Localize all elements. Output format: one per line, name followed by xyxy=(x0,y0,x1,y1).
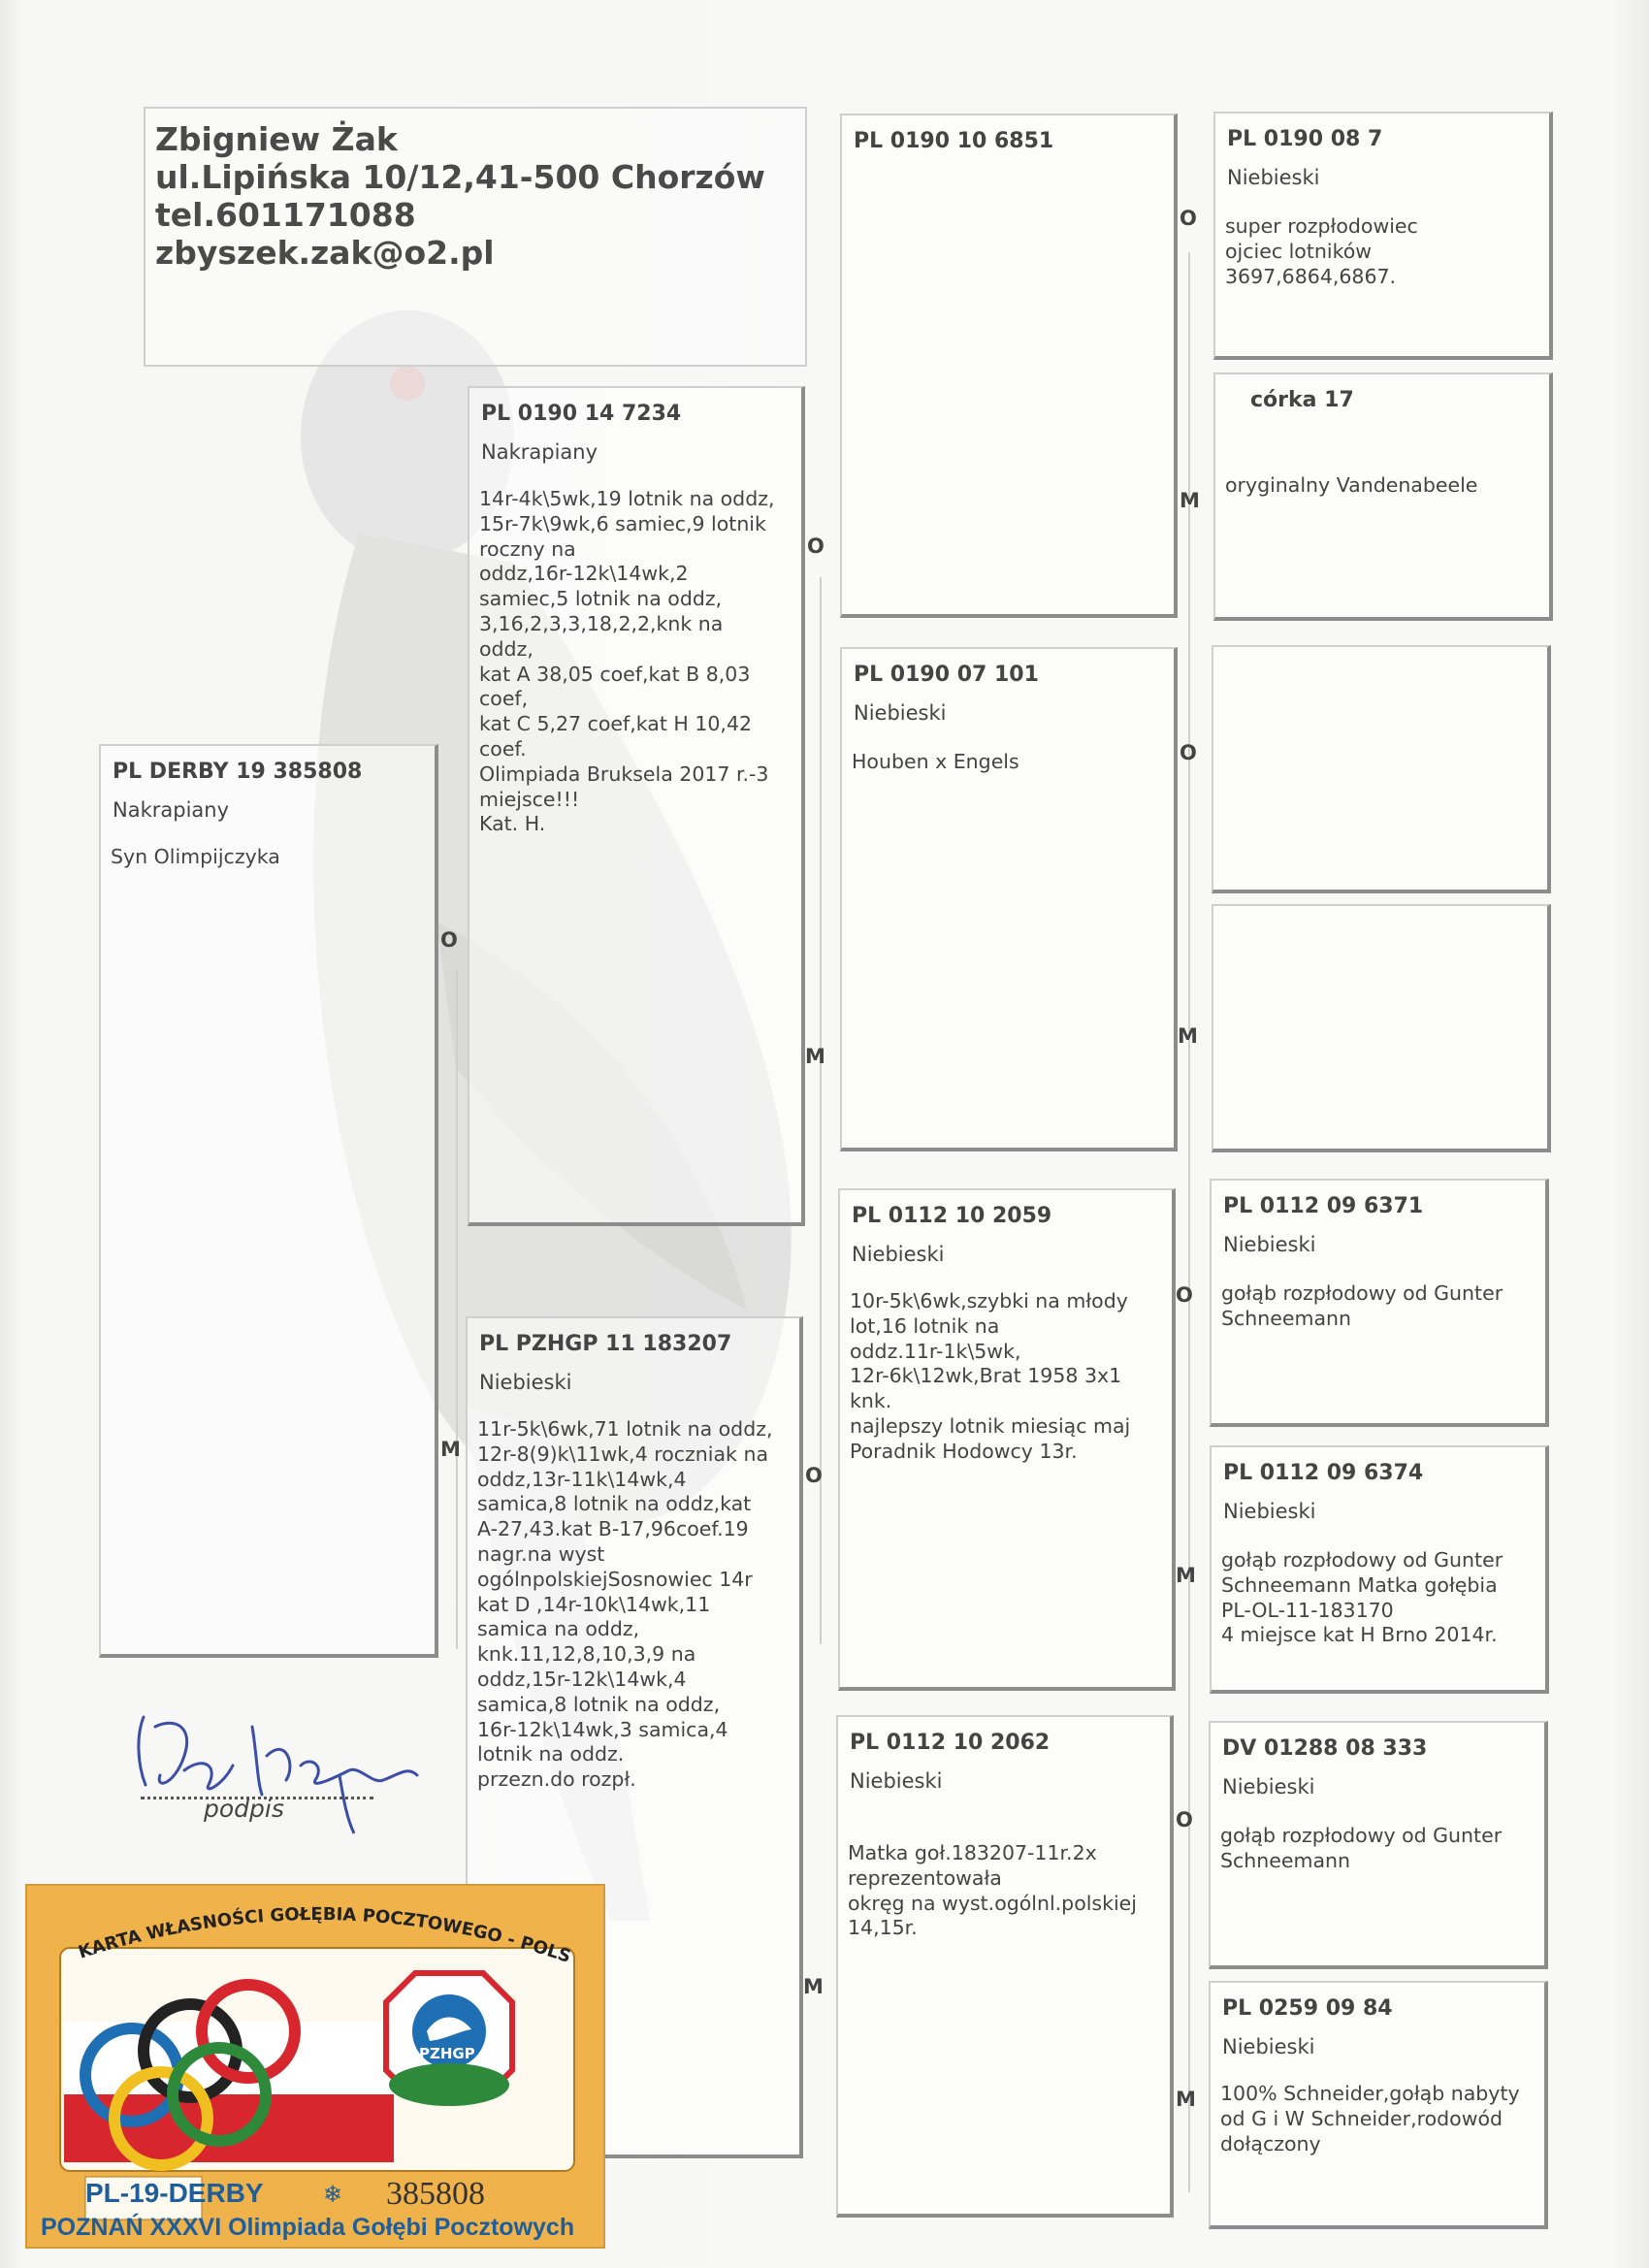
fm-ring-number: PL 0190 07 101 xyxy=(854,663,1039,687)
fff-ring-number: PL 0190 08 7 xyxy=(1227,127,1383,151)
mmf-note: gołąb rozpłodowy od Gunter Schneemann xyxy=(1220,1824,1503,1872)
connector-line xyxy=(1188,252,1190,2192)
father-marker: O xyxy=(440,928,458,952)
owner-info-box xyxy=(144,107,807,367)
pedigree-box-father xyxy=(468,386,805,1226)
ffm-ring-number: córka 17 xyxy=(1250,388,1354,412)
card-org-text: PZHGP xyxy=(419,2045,475,2062)
bird-note: Syn Olimpijczyka xyxy=(111,845,280,868)
mother-marker: M xyxy=(1178,1024,1198,1048)
mm-color: Niebieski xyxy=(850,1769,943,1793)
pedigree-box-bird xyxy=(99,744,438,1658)
father-marker: O xyxy=(807,535,824,558)
father-color: Nakrapiany xyxy=(481,440,598,464)
mother-ring-number: PL PZHGP 11 183207 xyxy=(479,1332,732,1356)
mfm-color: Niebieski xyxy=(1223,1500,1316,1523)
mff-color: Niebieski xyxy=(1223,1233,1316,1256)
father-note: 14r-4k\5wk,19 lotnik na oddz, 15r-7k\9wk,6 samiec,9 lotnik roczny na oddz,16r-12k\14wk,2 samiec,5 lotnik na oddz, 3,16,2,3,3,18,2,2,knk na oddz, kat A 38,05 coef,kat B 8,03 coef, kat C 5,27 coef,kat H 10,42 coef. Olimpiada Bruksela 2017 r.-3 miejsce!!! Kat. H. xyxy=(479,487,775,836)
mother-marker: M xyxy=(440,1438,461,1461)
owner-address: ul.Lipińska 10/12,41-500 Chorzów xyxy=(155,158,765,196)
card-header-text: KARTA WŁASNOŚCI GOŁĘBIA POCZTOWEGO - POLS xyxy=(76,1903,574,1968)
pedigree-box-fmf xyxy=(1212,645,1551,893)
pedigree-box-ffm xyxy=(1213,373,1553,621)
pedigree-box-fmm xyxy=(1212,904,1551,1152)
father-ring-number: PL 0190 14 7234 xyxy=(481,402,682,426)
pedigree-box-mfm xyxy=(1210,1445,1549,1694)
fff-note: super rozpłodowiec ojciec lotników 3697,6864,6867. xyxy=(1225,214,1418,288)
ff-ring-number: PL 0190 10 6851 xyxy=(854,129,1054,153)
father-marker: O xyxy=(805,1464,823,1487)
card-ring-number: 385808 xyxy=(386,2176,485,2212)
father-marker: O xyxy=(1176,1283,1193,1307)
signature-label: podpis xyxy=(204,1795,284,1823)
snowflake-icon: ❄ xyxy=(323,2182,343,2208)
father-marker: O xyxy=(1180,207,1197,230)
mother-marker: M xyxy=(1180,489,1200,512)
mother-marker: M xyxy=(1176,2088,1196,2111)
owner-name: Zbigniew Żak xyxy=(155,120,398,158)
mf-color: Niebieski xyxy=(852,1243,945,1266)
card-ring-prefix: PL-19-DERBY xyxy=(85,2178,264,2208)
father-marker: O xyxy=(1176,1808,1193,1831)
mfm-ring-number: PL 0112 09 6374 xyxy=(1223,1461,1424,1485)
pedigree-box-mmf xyxy=(1209,1721,1548,1969)
pedigree-box-mf xyxy=(838,1188,1176,1691)
card-event-text: POZNAŃ XXXVI Olimpiada Gołębi Pocztowych xyxy=(41,2214,575,2241)
fff-color: Niebieski xyxy=(1227,166,1320,189)
mmm-color: Niebieski xyxy=(1222,2035,1315,2058)
mother-marker: M xyxy=(803,1975,824,1998)
pedigree-box-mm xyxy=(836,1715,1174,2218)
mmf-ring-number: DV 01288 08 333 xyxy=(1222,1736,1428,1761)
father-marker: O xyxy=(1180,741,1197,764)
mf-note: 10r-5k\6wk,szybki na młody lot,16 lotnik na oddz.11r-1k\5wk, 12r-6k\12wk,Brat 1958 3x1 knk. najlepszy lotnik miesiąc maj Poradnik Hodowcy 13r. xyxy=(850,1289,1131,1463)
fm-color: Niebieski xyxy=(854,701,947,725)
mmf-color: Niebieski xyxy=(1222,1775,1315,1798)
mf-ring-number: PL 0112 10 2059 xyxy=(852,1204,1052,1228)
pedigree-box-ff xyxy=(840,113,1178,618)
mm-ring-number: PL 0112 10 2062 xyxy=(850,1731,1051,1755)
ffm-note: oryginalny Vandenabeele xyxy=(1225,473,1478,497)
mother-marker: M xyxy=(1176,1564,1196,1587)
owner-email: zbyszek.zak@o2.pl xyxy=(155,234,495,272)
mm-note: Matka goł.183207-11r.2x reprezentowała okręg na wyst.ogólnl.polskiej 14,15r. xyxy=(848,1841,1137,1940)
mmm-note: 100% Schneider,gołąb nabyty od G i W Schneider,rodowód dołączony xyxy=(1220,2082,1520,2155)
bird-ring-number: PL DERBY 19 385808 xyxy=(113,760,363,784)
pedigree-box-fff xyxy=(1213,112,1553,360)
mff-ring-number: PL 0112 09 6371 xyxy=(1223,1194,1424,1218)
ownership-card-graphic xyxy=(27,1886,603,2247)
mmm-ring-number: PL 0259 09 84 xyxy=(1222,1996,1393,2021)
mother-note: 11r-5k\6wk,71 lotnik na oddz, 12r-8(9)k\11wk,4 roczniak na oddz,13r-11k\14wk,4 samica,8 lotnik na oddz,kat A-27,43.kat B-17,96coef.19 nagr.na wyst ogólnpolskiejSosnowiec 14r kat D ,14r-10k\14wk,11 samica na oddz, knk.11,12,8,10,3,9 na oddz,15r-12k\14wk,4 samica,8 lotnik na oddz, 16r-12k\14wk,3 samica,4 lotnik na oddz. przezn.do rozpł. xyxy=(477,1417,773,1792)
mother-color: Niebieski xyxy=(479,1371,572,1394)
ownership-card xyxy=(25,1884,605,2249)
mff-note: gołąb rozpłodowy od Gunter Schneemann xyxy=(1221,1281,1504,1330)
fm-note: Houben x Engels xyxy=(852,750,1019,773)
connector-line xyxy=(456,970,458,1649)
mother-marker: M xyxy=(805,1045,825,1068)
pedigree-box-mff xyxy=(1210,1179,1549,1427)
owner-phone: tel.601171088 xyxy=(155,196,416,234)
mfm-note: gołąb rozpłodowy od Gunter Schneemann Matka gołębia PL-OL-11-183170 4 miejsce kat H Brno 2014r. xyxy=(1221,1548,1504,1647)
pedigree-box-mmm xyxy=(1209,1981,1548,2229)
bird-color: Nakrapiany xyxy=(113,798,230,822)
pedigree-box-fm xyxy=(840,647,1178,1151)
